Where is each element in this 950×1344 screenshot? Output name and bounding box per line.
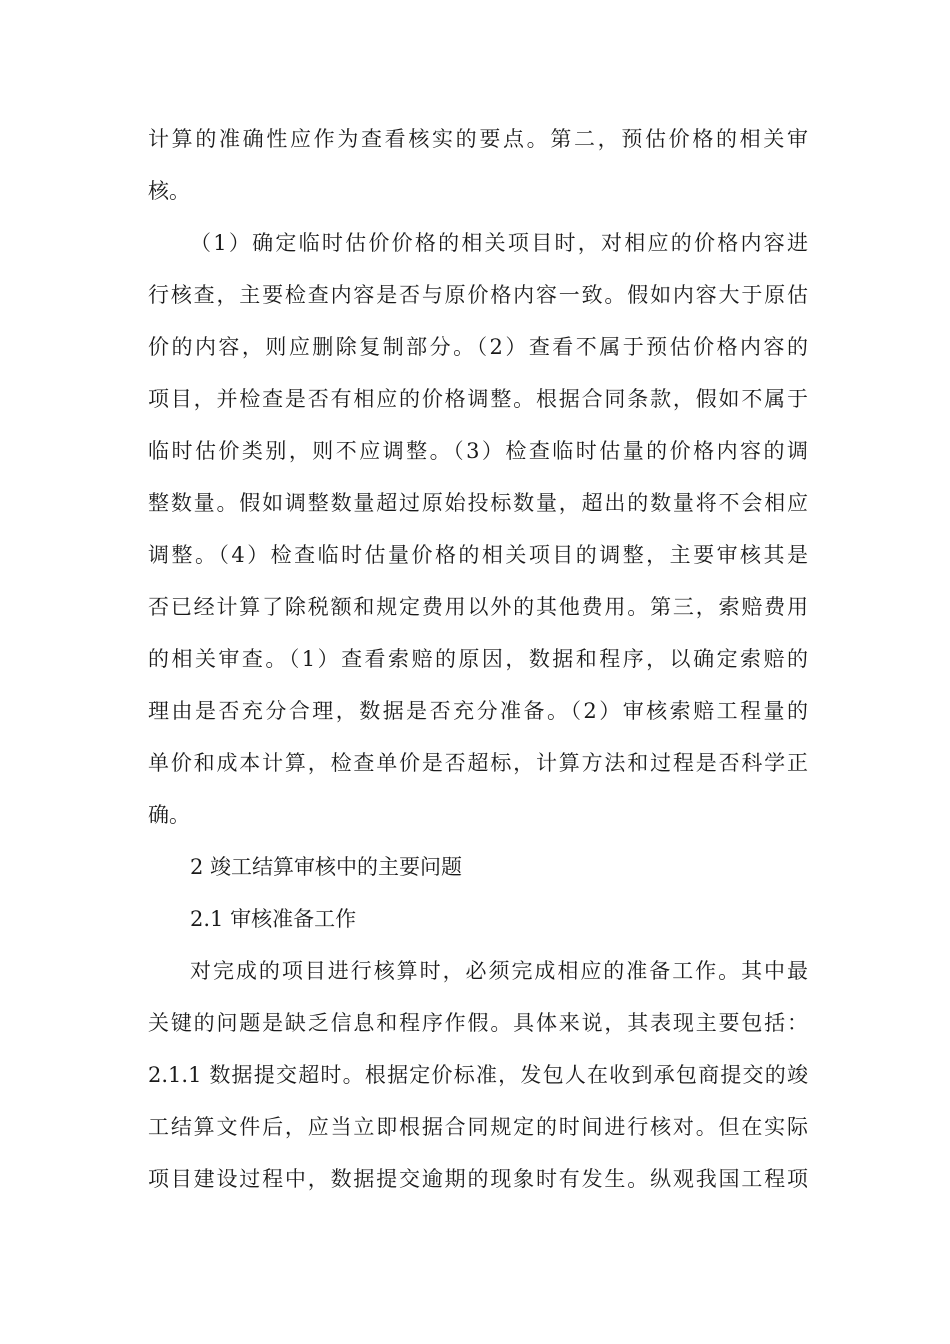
text-line: 对完成的项目进行核算时，必须完成相应的准备工作。其中最 [190, 959, 808, 983]
text-line: 临时估价类别，则不应调整。（3）检查临时估量的价格内容的调 [148, 439, 808, 463]
text-line: 工结算文件后，应当立即根据合同规定的时间进行核对。但在实际 [148, 1115, 808, 1139]
text-line: 否已经计算了除税额和规定费用以外的其他费用。第三，索赔费用 [148, 595, 808, 619]
text-line: 2 竣工结算审核中的主要问题 [190, 855, 463, 879]
text-line: 2.1.1 数据提交超时。根据定价标准，发包人在收到承包商提交的竣 [148, 1063, 808, 1087]
text-line: 项目建设过程中，数据提交逾期的现象时有发生。纵观我国工程项 [148, 1167, 808, 1191]
text-line: （1）确定临时估价价格的相关项目时，对相应的价格内容进 [190, 231, 808, 255]
text-line: 项目，并检查是否有相应的价格调整。根据合同条款，假如不属于 [148, 387, 808, 411]
text-line: 价的内容，则应删除复制部分。（2）查看不属于预估价格内容的 [148, 335, 808, 359]
text-line: 理由是否充分合理，数据是否充分准备。（2）审核索赔工程量的 [148, 699, 808, 723]
text-line: 行核查，主要检查内容是否与原价格内容一致。假如内容大于原估 [148, 283, 808, 307]
text-line: 2.1 审核准备工作 [190, 907, 357, 931]
text-line: 单价和成本计算，检查单价是否超标，计算方法和过程是否科学正 [148, 751, 808, 775]
body-text [148, 113, 808, 1205]
text-line: 调整。（4）检查临时估量价格的相关项目的调整，主要审核其是 [148, 543, 808, 567]
text-line: 计算的准确性应作为查看核实的要点。第二，预估价格的相关审 [148, 127, 808, 151]
text-line: 确。 [148, 803, 190, 827]
text-line: 核。 [148, 179, 190, 203]
text-line: 的相关审查。（1）查看索赔的原因，数据和程序，以确定索赔的 [148, 647, 808, 671]
text-line: 整数量。假如调整数量超过原始投标数量，超出的数量将不会相应 [148, 491, 808, 515]
text-line: 关键的问题是缺乏信息和程序作假。具体来说，其表现主要包括： [148, 1011, 808, 1035]
